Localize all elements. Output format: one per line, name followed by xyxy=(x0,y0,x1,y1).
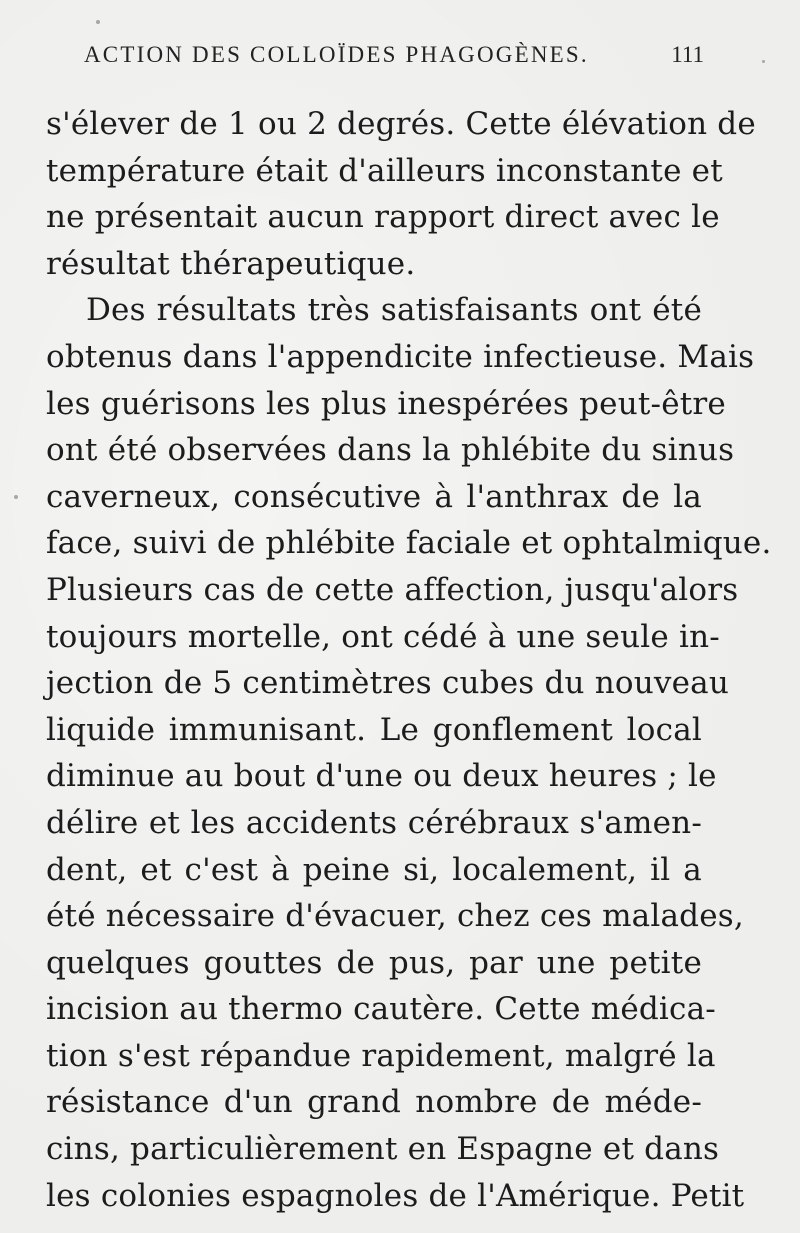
page-number: 111 xyxy=(671,42,704,67)
text-line: quelques gouttes de pus, par une petite xyxy=(46,944,702,981)
text-line: s'élever de 1 ou 2 degrés. Cette élévation de xyxy=(46,106,756,142)
body-text xyxy=(46,101,772,1219)
text-line: Des résultats très satisfaisants ont été xyxy=(86,292,702,329)
text-line: jection de 5 centimètres cubes du nouveau xyxy=(46,665,730,702)
text-line: ne présentait aucun rapport direct avec le xyxy=(46,199,720,236)
text-line: incision au thermo cautère. Cette médica- xyxy=(46,991,716,1028)
text-line: Plusieurs cas de cette affection, jusqu'alors xyxy=(46,571,739,608)
text-line: tion s'est répandue rapidement, malgré la xyxy=(46,1037,716,1074)
text-line: dent, et c'est à peine si, localement, il a xyxy=(46,851,702,888)
text-line: ont été observées dans la phlébite du sinus xyxy=(46,432,735,469)
text-line: face, suivi de phlébite faciale et ophtalmique. xyxy=(46,525,772,562)
text-line: obtenus dans l'appendicite infectieuse. Mais xyxy=(46,338,755,375)
text-line: résistance d'un grand nombre de méde- xyxy=(46,1084,702,1121)
text-line: toujours mortelle, ont cédé à une seule in- xyxy=(46,618,720,655)
running-head xyxy=(84,42,704,78)
paper-speck xyxy=(96,20,100,24)
text-line: été nécessaire d'évacuer, chez ces malades, xyxy=(46,898,744,935)
text-line: température était d'ailleurs inconstante et xyxy=(46,152,723,189)
text-line: délire et les accidents cérébraux s'amen- xyxy=(46,804,702,841)
text-line: les colonies espagnoles de l'Amérique. Petit xyxy=(46,1177,745,1214)
paper-speck xyxy=(14,495,18,499)
text-line: diminue au bout d'une ou deux heures ; le xyxy=(46,758,717,795)
running-head-title: ACTION DES COLLOÏDES PHAGOGÈNES. xyxy=(84,42,589,67)
text-line: liquide immunisant. Le gonflement local xyxy=(46,711,702,748)
text-line: cins, particulièrement en Espagne et dans xyxy=(46,1131,720,1168)
paper-speck xyxy=(762,60,765,63)
text-line: résultat thérapeutique. xyxy=(46,245,416,282)
text-line: caverneux, consécutive à l'anthrax de la xyxy=(46,478,702,515)
text-line: les guérisons les plus inespérées peut-être xyxy=(46,385,726,422)
